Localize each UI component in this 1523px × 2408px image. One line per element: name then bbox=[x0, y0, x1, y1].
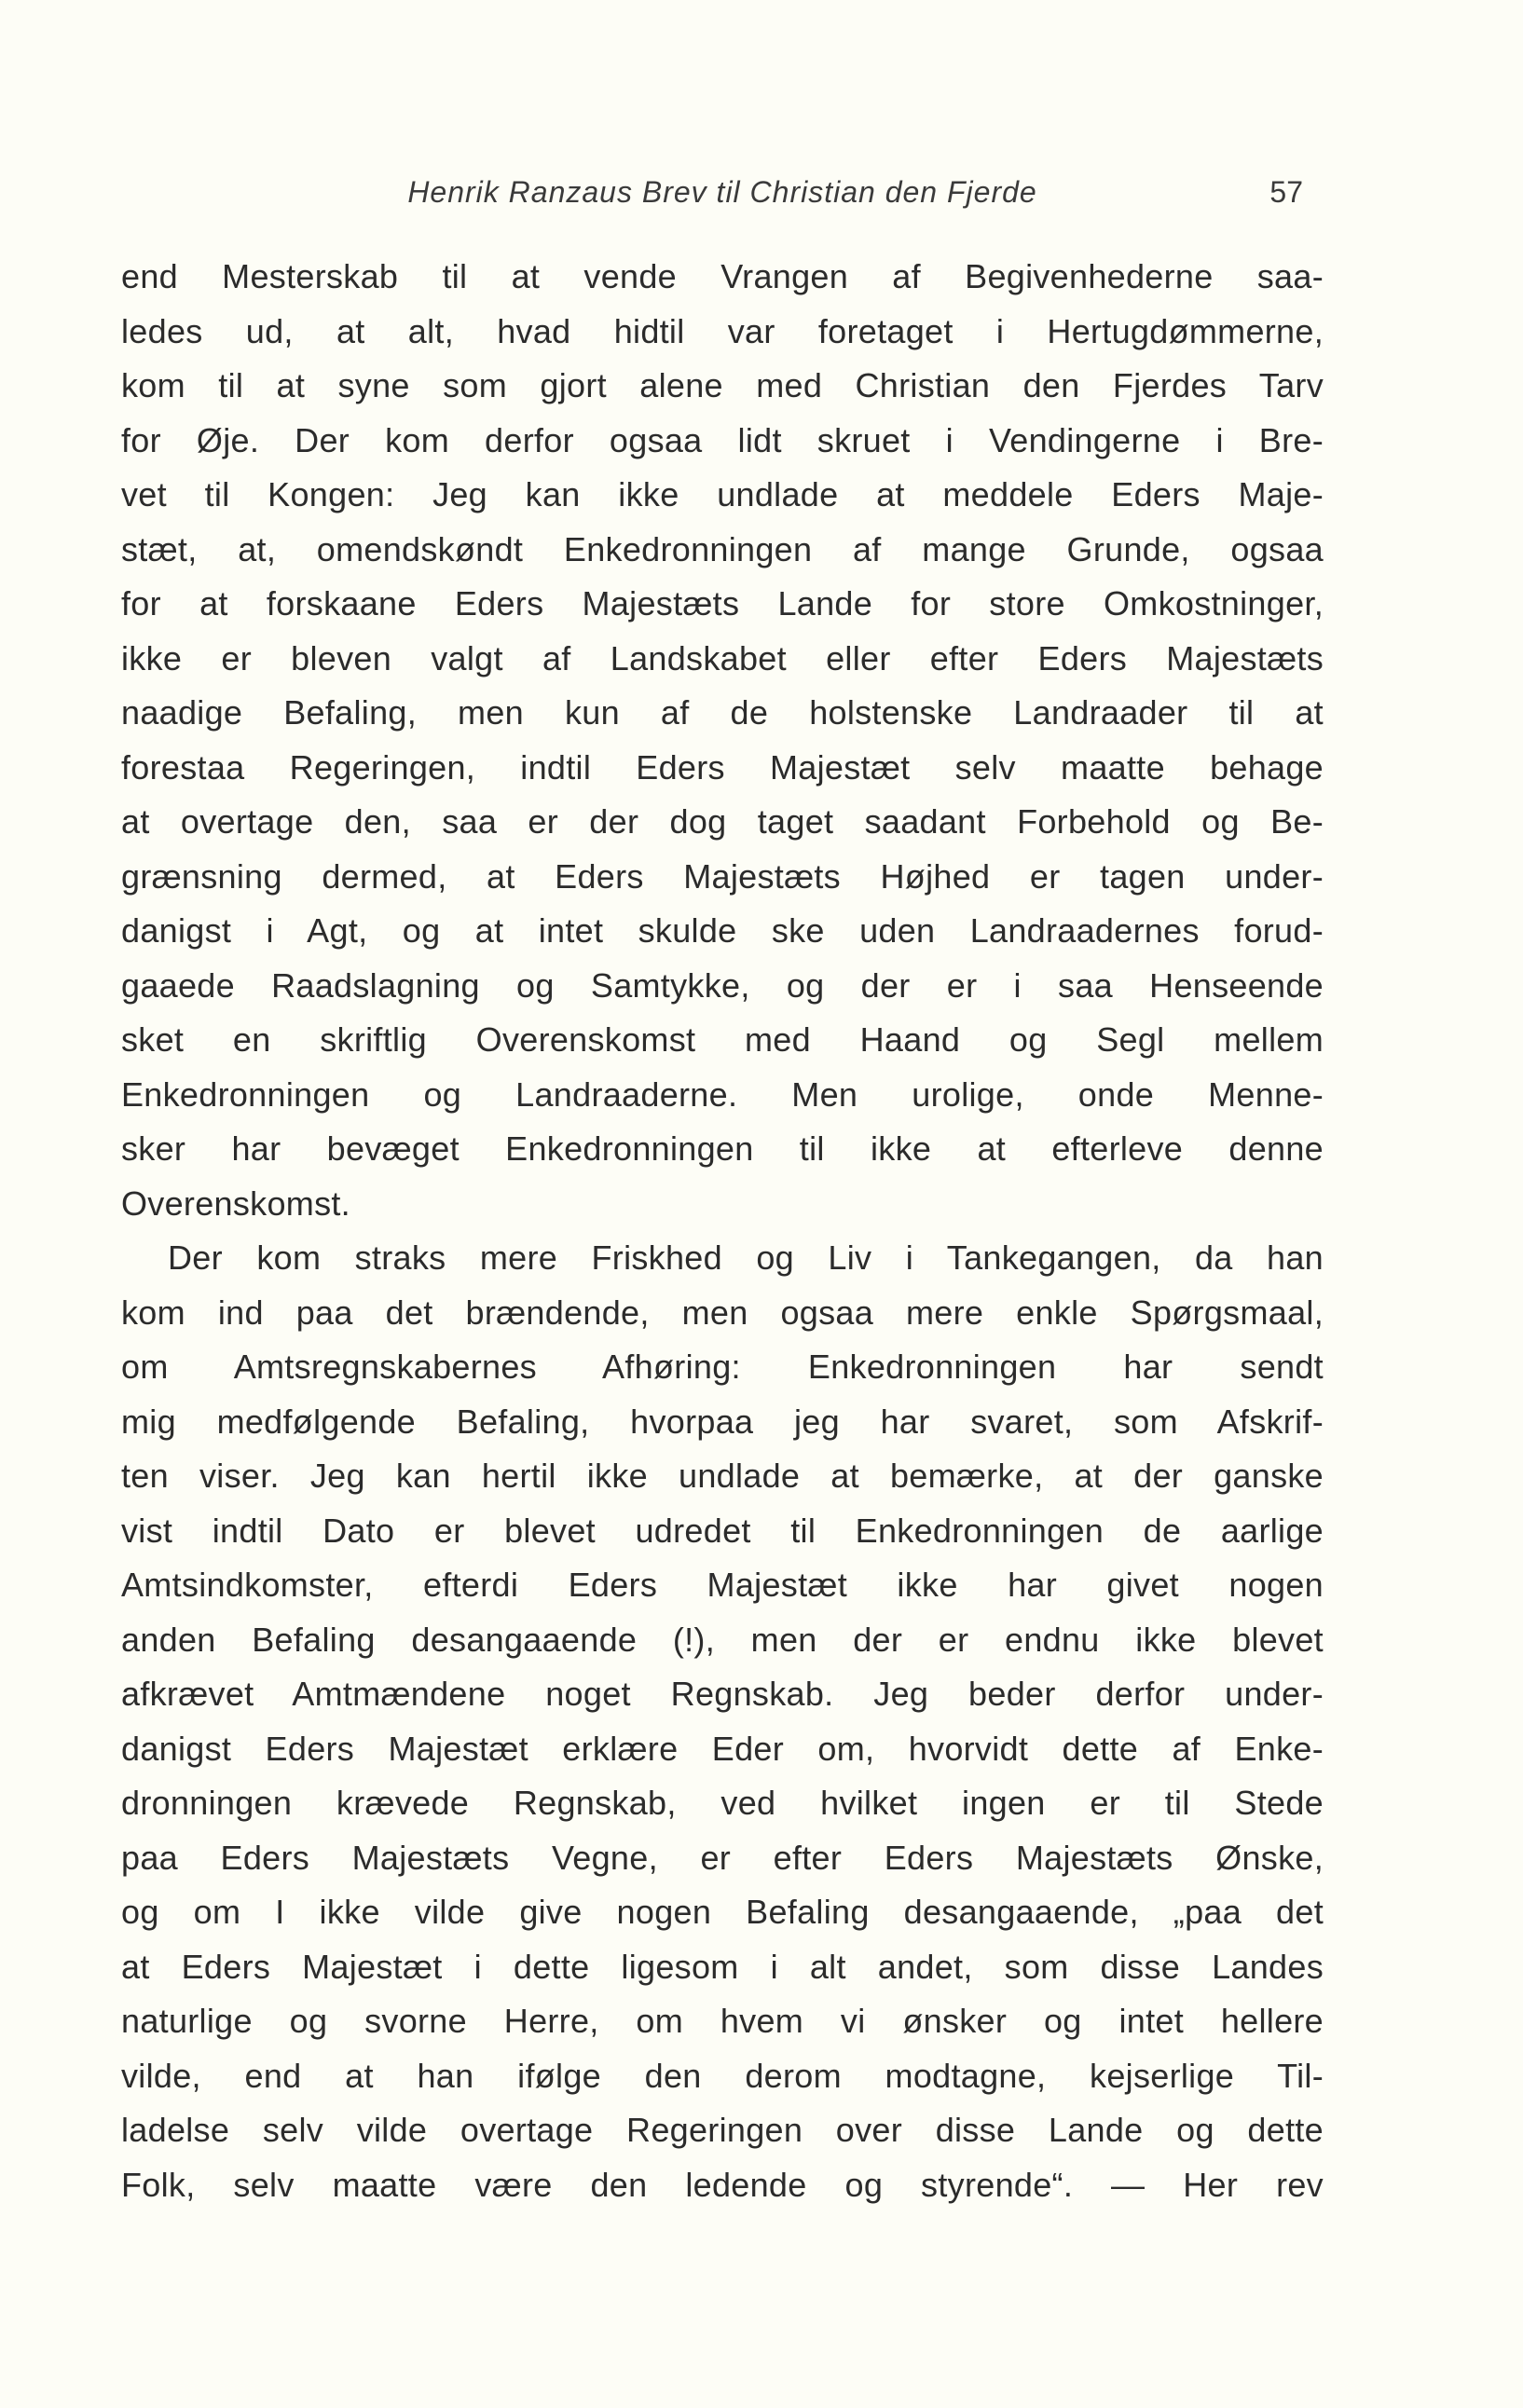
paragraph-2 bbox=[121, 1231, 1324, 2212]
text-line: vilde, end at han ifølge den derom modtagne, kejserlige Til- bbox=[121, 2056, 1324, 2095]
text-line: mig medfølgende Befaling, hvorpaa jeg har svaret, som Afskrif- bbox=[121, 1402, 1324, 1441]
text-line: sker har bevæget Enkedronningen til ikke at efterleve denne bbox=[121, 1129, 1324, 1168]
text-line: og om I ikke vilde give nogen Befaling desangaaende, „paa det bbox=[121, 1893, 1324, 1931]
text-line: Overenskomst. bbox=[121, 1183, 350, 1223]
text-line: forestaa Regeringen, indtil Eders Majestæt selv maatte behage bbox=[121, 747, 1324, 787]
text-line: kom ind paa det brændende, men ogsaa mere enkle Spørgsmaal, bbox=[121, 1293, 1324, 1332]
text-line: om Amtsregnskabernes Afhøring: Enkedronningen har sendt bbox=[121, 1348, 1324, 1386]
text-line: vet til Kongen: Jeg kan ikke undlade at meddele Eders Maje- bbox=[121, 475, 1324, 513]
text-line: grænsning dermed, at Eders Majestæts Højhed er tagen under- bbox=[121, 856, 1324, 896]
text-line: danigst Eders Majestæt erklære Eder om, hvorvidt dette af Enke- bbox=[121, 1729, 1324, 1768]
text-line: ten viser. Jeg kan hertil ikke undlade at bemærke, at der ganske bbox=[121, 1457, 1324, 1495]
text-line: Enkedronningen og Landraaderne. Men urolige, onde Menne- bbox=[121, 1074, 1324, 1114]
text-line: kom til at syne som gjort alene med Christian den Fjerdes Tarv bbox=[121, 366, 1324, 404]
text-line: naadige Befaling, men kun af de holstenske Landraader til at bbox=[121, 693, 1324, 732]
text-line: vist indtil Dato er blevet udredet til Enkedronningen de aarlige bbox=[121, 1511, 1324, 1550]
text-line: at Eders Majestæt i dette ligesom i alt andet, som disse Landes bbox=[121, 1947, 1324, 1986]
text-line: anden Befaling desangaaende (!), men der er endnu ikke blevet bbox=[121, 1620, 1324, 1659]
text-line: paa Eders Majestæts Vegne, er efter Eders Majestæts Ønske, bbox=[121, 1838, 1324, 1877]
text-line: Der kom straks mere Friskhed og Liv i Tankegangen, da han bbox=[168, 1238, 1324, 1277]
text-line: ikke er bleven valgt af Landskabet eller efter Eders Majestæts bbox=[121, 638, 1324, 677]
text-line: end Mesterskab til at vende Vrangen af Begivenhederne saa- bbox=[121, 257, 1324, 295]
running-title: Henrik Ranzaus Brev til Christian den Fjerde bbox=[407, 175, 1037, 209]
text-line: danigst i Agt, og at intet skulde ske uden Landraadernes forud- bbox=[121, 911, 1324, 950]
text-line: afkrævet Amtmændene noget Regnskab. Jeg beder derfor under- bbox=[121, 1675, 1324, 1713]
text-line: ledes ud, at alt, hvad hidtil var foretaget i Hertugdømmerne, bbox=[121, 311, 1324, 350]
text-line: Folk, selv maatte være den ledende og styrende“. — Her rev bbox=[121, 2165, 1324, 2204]
text-line: for at forskaane Eders Majestæts Lande for store Omkostninger, bbox=[121, 584, 1324, 623]
body-text bbox=[121, 250, 1324, 2212]
paragraph-1 bbox=[121, 250, 1324, 1231]
text-line: naturlige og svorne Herre, om hvem vi ønsker og intet hellere bbox=[121, 2002, 1324, 2040]
text-line: stæt, at, omendskøndt Enkedronningen af mange Grunde, ogsaa bbox=[121, 529, 1324, 568]
page-number: 57 bbox=[1269, 175, 1303, 209]
text-line: for Øje. Der kom derfor ogsaa lidt skruet i Vendingerne i Bre- bbox=[121, 420, 1324, 459]
text-line: dronningen krævede Regnskab, ved hvilket ingen er til Stede bbox=[121, 1784, 1324, 1822]
text-line: ladelse selv vilde overtage Regeringen over disse Lande og dette bbox=[121, 2111, 1324, 2149]
text-line: Amtsindkomster, efterdi Eders Majestæt ikke har givet nogen bbox=[121, 1566, 1324, 1604]
text-line: at overtage den, saa er der dog taget saadant Forbehold og Be- bbox=[121, 802, 1324, 841]
running-head bbox=[121, 175, 1324, 216]
text-line: gaaede Raadslagning og Samtykke, og der er i saa Henseende bbox=[121, 965, 1324, 1005]
text-line: sket en skriftlig Overenskomst med Haand og Segl mellem bbox=[121, 1020, 1324, 1059]
